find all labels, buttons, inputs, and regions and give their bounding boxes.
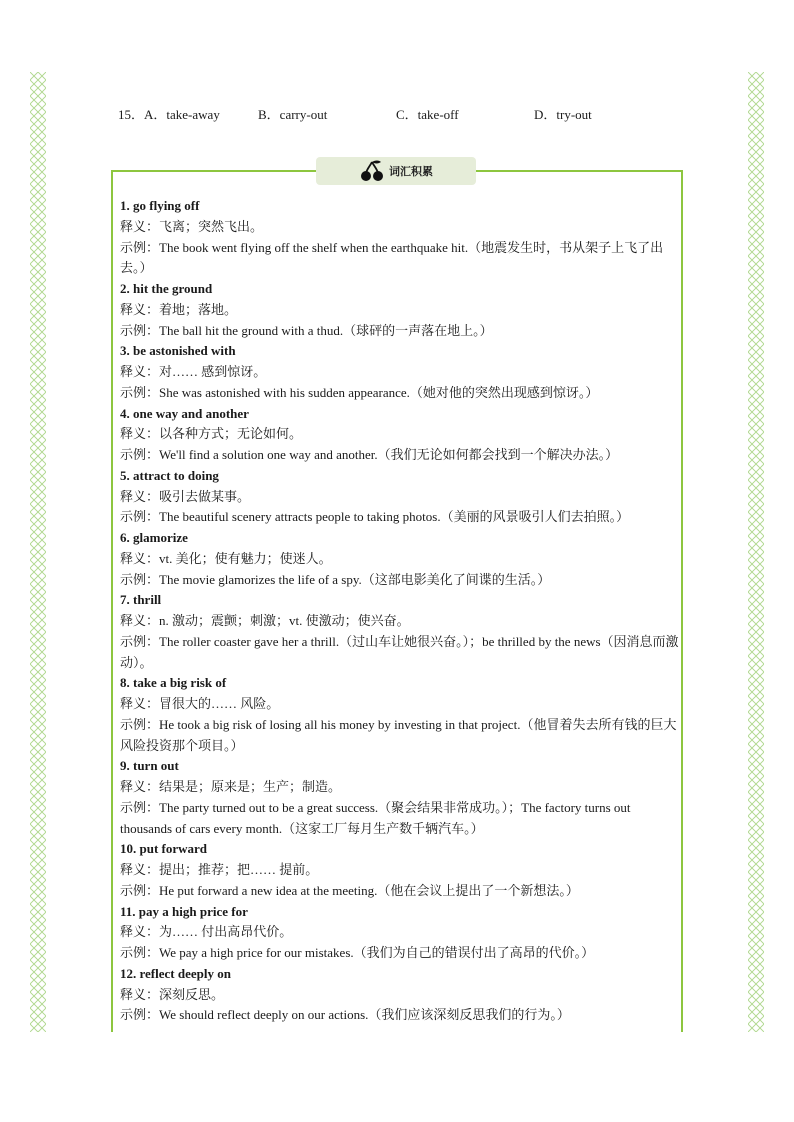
vocab-meaning-text: 着地；落地。 bbox=[159, 301, 238, 317]
vocab-term: 9. turn out bbox=[120, 758, 179, 774]
vocab-example-label: 示例： bbox=[120, 322, 160, 338]
vocab-example bbox=[120, 881, 680, 902]
vocab-meaning-text: vt. 美化；使有魅力；使迷人。 bbox=[159, 550, 332, 566]
vocab-meaning bbox=[120, 300, 680, 321]
vocab-meaning-label: 释义： bbox=[120, 986, 160, 1002]
vocab-term: 4. one way and another bbox=[120, 405, 249, 421]
vocab-meaning bbox=[120, 487, 680, 508]
vocab-example-label: 示例： bbox=[120, 945, 160, 960]
vocab-entry bbox=[120, 673, 680, 756]
vocab-term: 2. hit the ground bbox=[120, 281, 213, 296]
vocab-example bbox=[120, 632, 680, 674]
vocab-meaning bbox=[120, 549, 680, 570]
vocab-example-label: 示例： bbox=[120, 633, 160, 649]
vocab-example-text: She was astonished with his sudden appearance.（她对他的突然出现感到惊讶。） bbox=[159, 384, 599, 400]
vocab-entry bbox=[120, 341, 680, 403]
question-option-a bbox=[118, 104, 220, 123]
section-title: 词汇积累 bbox=[389, 165, 433, 178]
vocab-meaning bbox=[120, 860, 680, 881]
vocab-meaning bbox=[120, 777, 680, 798]
vocab-example-label: 示例： bbox=[120, 509, 160, 525]
vocab-meaning-text: 冒很大的…… 风险。 bbox=[159, 696, 280, 711]
vocab-entry bbox=[120, 839, 680, 901]
vocab-example bbox=[120, 798, 680, 840]
vocab-meaning-text: 飞离；突然飞出。 bbox=[159, 218, 264, 234]
vocab-meaning bbox=[120, 362, 680, 383]
vocab-meaning-text: 结果是；原来是；生产；制造。 bbox=[159, 779, 342, 794]
vocab-meaning bbox=[120, 985, 680, 1006]
vocab-meaning bbox=[120, 922, 680, 943]
vocab-meaning-label: 释义： bbox=[120, 696, 160, 711]
vocab-example-label: 示例： bbox=[120, 882, 160, 898]
vocab-term: 3. be astonished with bbox=[120, 343, 236, 359]
vocab-example-label: 示例： bbox=[120, 447, 160, 462]
vocab-example-text: The beautiful scenery attracts people to taking photos.（美丽的风景吸引人们去拍照。） bbox=[159, 509, 630, 525]
decorative-border-right bbox=[748, 72, 764, 1032]
vocab-entry bbox=[120, 404, 680, 466]
vocab-example-label: 示例： bbox=[120, 1007, 160, 1023]
vocab-entry bbox=[120, 466, 680, 528]
vocab-term: 10. put forward bbox=[120, 841, 208, 857]
vocab-example-label: 示例： bbox=[120, 384, 160, 400]
vocab-example-text: We'll find a solution one way and another.（我们无论如何都会找到一个解决办法。） bbox=[159, 447, 619, 462]
vocab-meaning-label: 释义： bbox=[120, 301, 160, 317]
vocab-example-label: 示例： bbox=[120, 571, 160, 587]
vocab-meaning bbox=[120, 217, 680, 238]
vocab-meaning-text: 深刻反思。 bbox=[159, 986, 225, 1002]
vocab-term: 5. attract to doing bbox=[120, 467, 219, 483]
vocab-example bbox=[120, 1005, 680, 1026]
vocab-term: 11. pay a high price for bbox=[120, 903, 248, 919]
cherry-icon bbox=[359, 159, 385, 183]
vocab-meaning-label: 释义： bbox=[120, 218, 160, 234]
vocab-term: 6. glamorize bbox=[120, 530, 188, 545]
vocab-example bbox=[120, 238, 680, 280]
vocab-example bbox=[120, 321, 680, 342]
vocab-meaning-label: 释义： bbox=[120, 924, 160, 940]
vocab-example-label: 示例： bbox=[120, 716, 160, 732]
vocab-example bbox=[120, 570, 680, 591]
vocab-entry bbox=[120, 590, 680, 673]
vocab-example bbox=[120, 445, 680, 466]
vocab-example-text: The ball hit the ground with a thud.（球砰的一声落在地上。） bbox=[159, 322, 493, 338]
vocab-meaning-label: 释义： bbox=[120, 426, 160, 442]
question-number: 15． bbox=[118, 107, 145, 122]
vocab-example bbox=[120, 507, 680, 528]
vocab-example bbox=[120, 943, 680, 964]
vocab-meaning-label: 释义： bbox=[120, 862, 160, 877]
vocab-example bbox=[120, 715, 680, 757]
vocab-meaning-label: 释义： bbox=[120, 779, 160, 794]
vocab-example-text: He took a big risk of losing all his money by investing in that project.（他冒着失去所有钱的巨大风险投资那个项目。） bbox=[120, 716, 677, 753]
vocab-example-label: 示例： bbox=[120, 799, 160, 815]
vocab-meaning-text: 提出；推荐；把…… 提前。 bbox=[159, 862, 319, 877]
vocab-example-text: The movie glamorizes the life of a spy.（这部电影美化了间谍的生活。） bbox=[159, 571, 551, 587]
question-option-b: B．carry-out bbox=[258, 107, 328, 122]
vocab-meaning bbox=[120, 694, 680, 715]
section-header bbox=[316, 157, 476, 185]
vocab-entry bbox=[120, 528, 680, 590]
vocab-example bbox=[120, 383, 680, 404]
decorative-border-left bbox=[30, 72, 46, 1032]
vocab-entry bbox=[120, 196, 680, 279]
vocab-meaning bbox=[120, 424, 680, 445]
vocab-meaning-text: n. 激动；震颤；刺激；vt. 使激动；使兴奋。 bbox=[159, 613, 410, 628]
vocab-meaning-text: 吸引去做某事。 bbox=[159, 488, 251, 504]
vocab-example-text: The party turned out to be a great success.（聚会结果非常成功。）；The factory turns out thousands of cars every month.（这家工厂每月生产数千辆汽车。） bbox=[120, 799, 631, 836]
vocab-example-text: He put forward a new idea at the meeting.（他在会议上提出了一个新想法。） bbox=[159, 882, 579, 898]
vocab-meaning-label: 释义： bbox=[120, 550, 160, 566]
vocab-meaning-label: 释义： bbox=[120, 613, 160, 628]
vocab-entry bbox=[120, 756, 680, 839]
vocab-meaning-text: 对…… 感到惊讶。 bbox=[159, 364, 267, 379]
vocab-meaning-text: 以各种方式；无论如何。 bbox=[159, 426, 303, 442]
vocab-term: 8. take a big risk of bbox=[120, 675, 227, 691]
vocab-entry bbox=[120, 902, 680, 964]
vocab-example-text: We should reflect deeply on our actions.（我们应该深刻反思我们的行为。） bbox=[159, 1007, 570, 1023]
question-option-c: C．take-off bbox=[396, 107, 459, 122]
vocabulary-list bbox=[120, 196, 680, 1026]
question-option-d: D．try-out bbox=[534, 107, 592, 122]
vocab-term: 1. go flying off bbox=[120, 198, 200, 213]
vocab-meaning bbox=[120, 611, 680, 632]
vocab-example-text: We pay a high price for our mistakes.（我们为自己的错误付出了高昂的代价。） bbox=[159, 945, 595, 960]
vocab-entry bbox=[120, 279, 680, 341]
vocab-entry bbox=[120, 964, 680, 1026]
vocab-meaning-label: 释义： bbox=[120, 364, 160, 379]
vocab-term: 12. reflect deeply on bbox=[120, 965, 231, 981]
vocab-meaning-text: 为…… 付出高昂代价。 bbox=[159, 924, 293, 940]
vocab-example-text: The roller coaster gave her a thrill.（过山车让她很兴奋。）；be thrilled by the news（因消息而激动）。 bbox=[120, 633, 679, 670]
vocab-meaning-label: 释义： bbox=[120, 488, 160, 504]
vocab-example-label: 示例： bbox=[120, 239, 160, 255]
vocab-example-text: The book went flying off the shelf when the earthquake hit.（地震发生时，书从架子上飞了出去。） bbox=[120, 239, 664, 276]
option-a-text: A．take-away bbox=[144, 107, 220, 122]
vocab-term: 7. thrill bbox=[120, 592, 162, 608]
